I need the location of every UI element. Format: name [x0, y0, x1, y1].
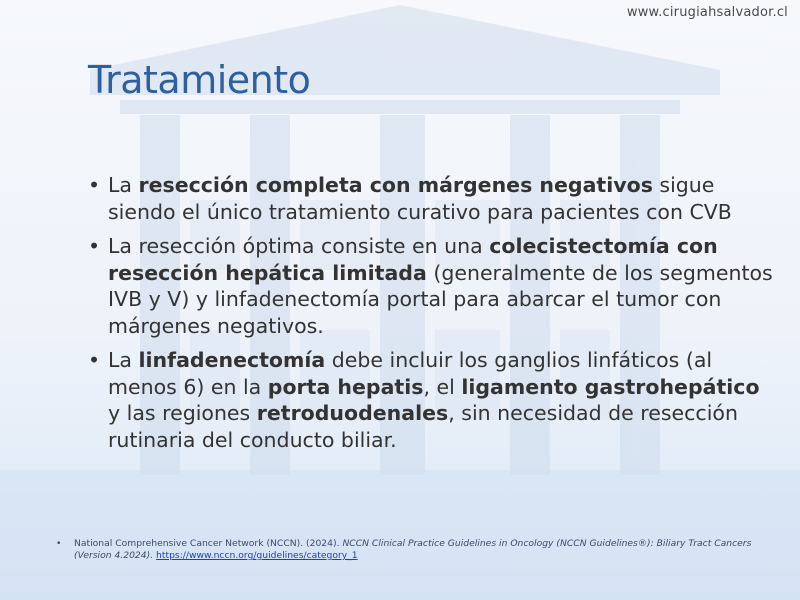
- reference-bullet: •: [56, 538, 62, 549]
- bullet-item: • La resección óptima consiste en una colecistectomía con resección hepática limitada (generalmente de los segmentos IVB y V) y linfadenectomía portal para abarcar el tumor con márgenes negativos.: [86, 233, 776, 339]
- bullet-item: • La linfadenectomía debe incluir los ganglios linfáticos (al menos 6) en la porta hepatis, el ligamento gastrohepático y las regiones retroduodenales, sin necesidad de resección rutinaria del conducto biliar.: [86, 347, 776, 453]
- bullet-list: [86, 172, 776, 461]
- reference-text: National Comprehensive Cancer Network (NCCN). (2024). NCCN Clinical Practice Guidelines in Oncology (NCCN Guidelines®): Biliary Tract Cancers (Version 4.2024). https://www.nccn.org/guidelines/category_1: [74, 538, 752, 561]
- bullet-item: • La resección completa con márgenes negativos sigue siendo el único tratamiento curativo para pacientes con CVB: [86, 172, 776, 225]
- reference-footnote: [56, 538, 766, 562]
- website-url: www.cirugiahsalvador.cl: [626, 5, 788, 20]
- reference-link[interactable]: https://www.nccn.org/guidelines/category_1: [156, 550, 358, 561]
- slide-title: Tratamiento: [88, 58, 311, 102]
